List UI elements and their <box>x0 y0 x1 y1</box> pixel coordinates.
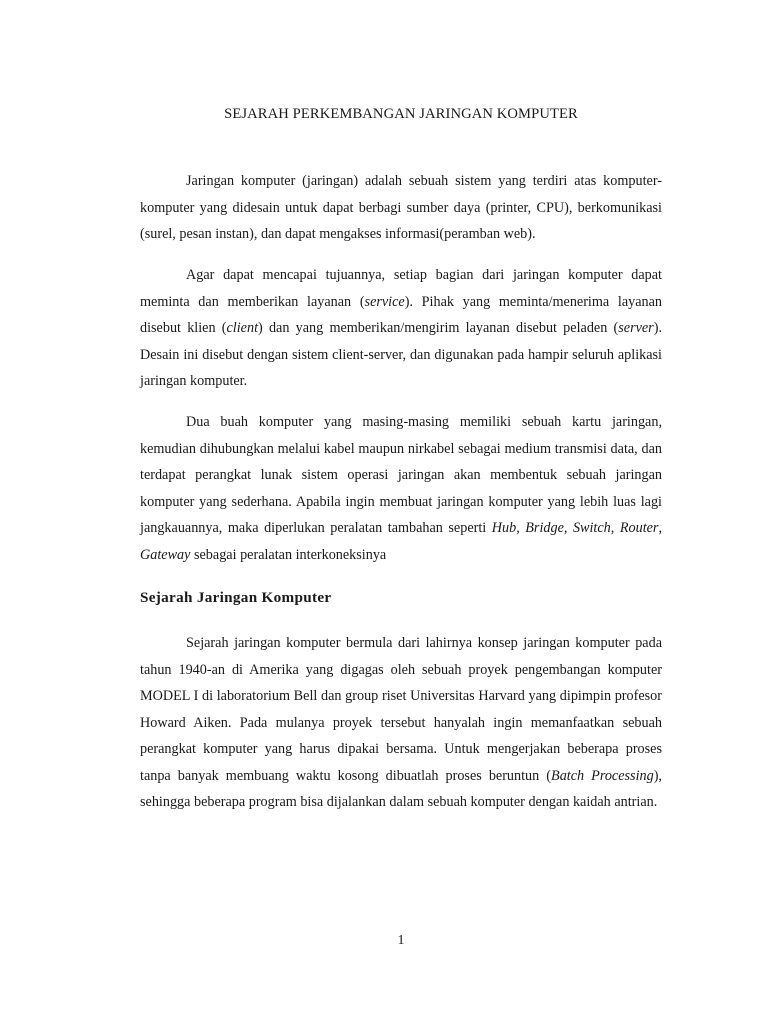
italic-term: Router <box>619 520 659 536</box>
paragraph-history <box>140 630 662 816</box>
italic-term: server <box>618 320 654 336</box>
italic-term: Hub <box>491 520 517 536</box>
paragraph-text: Agar dapat mencapai tujuannya, setiap bagian dari jaringan komputer dapat meminta dan memberikan layanan ( <box>140 267 662 310</box>
section-heading: Sejarah Jaringan Komputer <box>140 589 332 606</box>
italic-term: Gateway <box>140 546 191 563</box>
paragraph-text: ), sehingga beberapa program bisa dijalankan dalam sebuah komputer dengan kaidah antrian. <box>140 767 662 810</box>
italic-term: client <box>226 320 259 336</box>
italic-term: service <box>364 293 405 310</box>
separator: , <box>516 520 526 536</box>
separator: , <box>658 520 663 536</box>
paragraph-text: Sejarah jaringan komputer bermula dari lahirnya konsep jaringan komputer pada tahun 1940-an di Amerika yang digagas oleh sebuah proyek pengembangan komputer MODEL I di laboratorium Bell dan group riset Universitas Harvard yang dipimpin profesor Howard Aiken. Pada mulanya proyek tersebut hanyalah ingin memanfaatkan sebuah perangkat komputer yang harus dipakai bersama. Untuk mengerjakan beberapa proses tanpa banyak membuang waktu kosong dibuatlah proses beruntun ( <box>140 635 662 784</box>
paragraph-simple-network <box>140 409 662 568</box>
paragraph-text: ). Desain ini disebut dengan sistem client-server, dan digunakan pada hampir seluruh aplikasi jaringan komputer. <box>140 320 662 389</box>
paragraph-client-server <box>140 262 662 395</box>
italic-term: Bridge <box>525 520 564 536</box>
italic-term: Switch <box>572 520 611 536</box>
paragraph-text: Dua buah komputer yang masing-masing memiliki sebuah kartu jaringan, kemudian dihubungkan melalui kabel maupun nirkabel sebagai medium transmisi data, dan terdapat perangkat lunak sistem operasi jaringan akan membentuk sebuah jaringan komputer yang sederhana. Apabila ingin membuat jaringan komputer yang lebih luas lagi jangkauannya, maka diperlukan peralatan tambahan seperti <box>140 414 662 536</box>
italic-term: Batch Processing <box>551 767 654 784</box>
separator: , <box>610 520 620 536</box>
separator: , <box>563 520 573 536</box>
paragraph-text: sebagai peralatan interkoneksinya <box>190 546 387 563</box>
paragraph-text: ). Pihak yang meminta/menerima layanan disebut klien ( <box>140 293 662 336</box>
paragraph-text: ) dan yang memberikan/mengirim layanan disebut peladen ( <box>258 320 619 336</box>
page-title: SEJARAH PERKEMBANGAN JARINGAN KOMPUTER <box>224 106 578 122</box>
page-number: 1 <box>397 933 405 948</box>
paragraph-text: Jaringan komputer (jaringan) adalah sebuah sistem yang terdiri atas komputer-komputer yang didesain untuk dapat berbagi sumber daya (printer, CPU), berkomunikasi (surel, pesan instan), dan dapat mengakses informasi(peramban web). <box>140 173 662 242</box>
paragraph-definition <box>140 168 662 248</box>
